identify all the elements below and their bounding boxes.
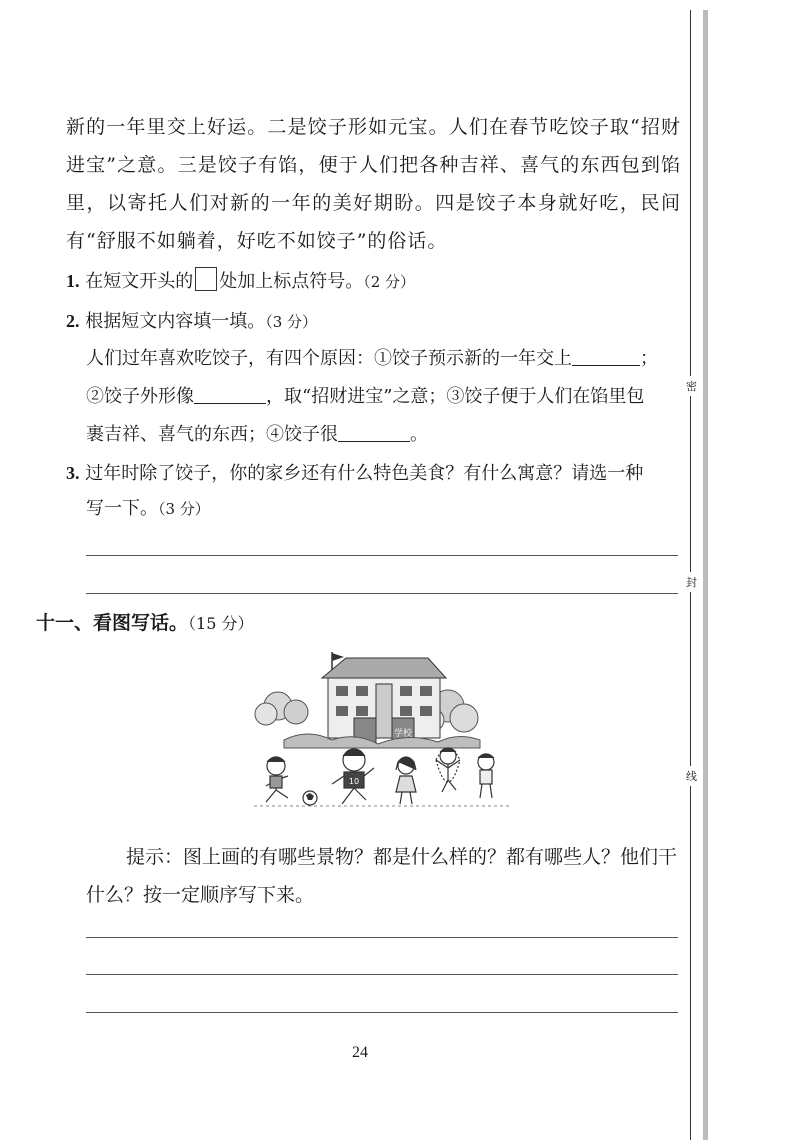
binding-label-mi: 密 [686, 376, 697, 396]
question-1 [66, 266, 686, 297]
page-number: 24 [352, 1044, 368, 1061]
passage-text: 新的一年里交上好运。二是饺子形如元宝。人们在春节吃饺子取“招财进宝”之意。三是饺子有馅，便于人们把各种吉祥、喜气的东西包到馅里，以寄托人们对新的一年的美好期盼。四是饺子本身就好吃，民间有“舒服不如躺着，好吃不如饺子”的俗话。 [66, 116, 681, 252]
binding-label-xian: 线 [686, 766, 697, 786]
blank-1[interactable] [572, 347, 640, 366]
hint-line-1: 提示：图上画的有哪些景物？都是什么样的？都有哪些人？他们干 [126, 846, 678, 868]
question-2-line-1 [86, 344, 686, 374]
question-2-number: 2. [66, 311, 80, 331]
section-11-title: 十一、看图写话。 [36, 612, 189, 634]
question-1-number: 1. [66, 271, 80, 291]
answer-line[interactable] [86, 593, 678, 594]
question-2-line3-end: 。 [410, 424, 428, 445]
blank-2[interactable] [194, 385, 266, 404]
tree-icon [450, 704, 478, 732]
hint-line-2: 什么？按一定顺序写下来。 [86, 884, 315, 906]
punctuation-answer-box[interactable] [195, 267, 217, 291]
question-2-score: （3 分） [265, 313, 318, 331]
question-3-text: 过年时除了饺子，你的家乡还有什么特色美食？有什么寓意？请选一种 [85, 463, 644, 484]
tree-icon [284, 700, 308, 724]
writing-line[interactable] [86, 1012, 678, 1013]
writing-line[interactable] [86, 974, 678, 975]
school-sign: 学校 [393, 729, 413, 739]
flag-icon [332, 653, 344, 661]
section-11-header [36, 608, 676, 635]
blank-3[interactable] [338, 423, 410, 442]
child-jumping-rope [436, 748, 460, 792]
child-standing [478, 754, 494, 798]
binding-label-feng: 封 [686, 572, 697, 592]
binding-line-outer [703, 10, 708, 1140]
school-entrance [376, 684, 392, 738]
question-3-line-2 [86, 494, 686, 524]
question-2-line-3 [86, 420, 686, 450]
question-2-line2-a: ②饺子外形像 [86, 386, 194, 407]
writing-line[interactable] [86, 937, 678, 938]
svg-text:10: 10 [348, 777, 360, 786]
question-2 [66, 306, 686, 337]
question-1-text-b: 处加上标点符号。 [219, 271, 364, 292]
question-1-text-a: 在短文开头的 [85, 271, 194, 292]
answer-line[interactable] [86, 555, 678, 556]
question-2-text: 根据短文内容填一填。 [85, 311, 266, 332]
question-3-number: 3. [66, 463, 80, 483]
section-11-score: （15 分） [188, 614, 254, 633]
question-2-line-2 [86, 382, 686, 412]
question-3-text2: 写一下。 [86, 498, 158, 519]
question-2-line3-a: 裹吉祥、喜气的东西；④饺子很 [86, 424, 338, 445]
question-2-line1-text: 人们过年喜欢吃饺子，有四个原因：①饺子预示新的一年交上 [86, 348, 572, 369]
tree-icon [255, 703, 277, 725]
question-3-score: （3 分） [158, 500, 210, 518]
question-1-score: （2 分） [363, 273, 416, 291]
school-playground-illustration [248, 648, 520, 820]
child-running [332, 749, 374, 804]
school-roof [322, 658, 446, 678]
child-girl [396, 757, 416, 804]
child-kicking-ball [266, 757, 288, 802]
question-2-line1-end: ； [640, 348, 658, 369]
question-3 [66, 458, 686, 489]
question-2-line2-b: ，取“招财进宝”之意；③饺子便于人们在馅里包 [266, 386, 645, 407]
